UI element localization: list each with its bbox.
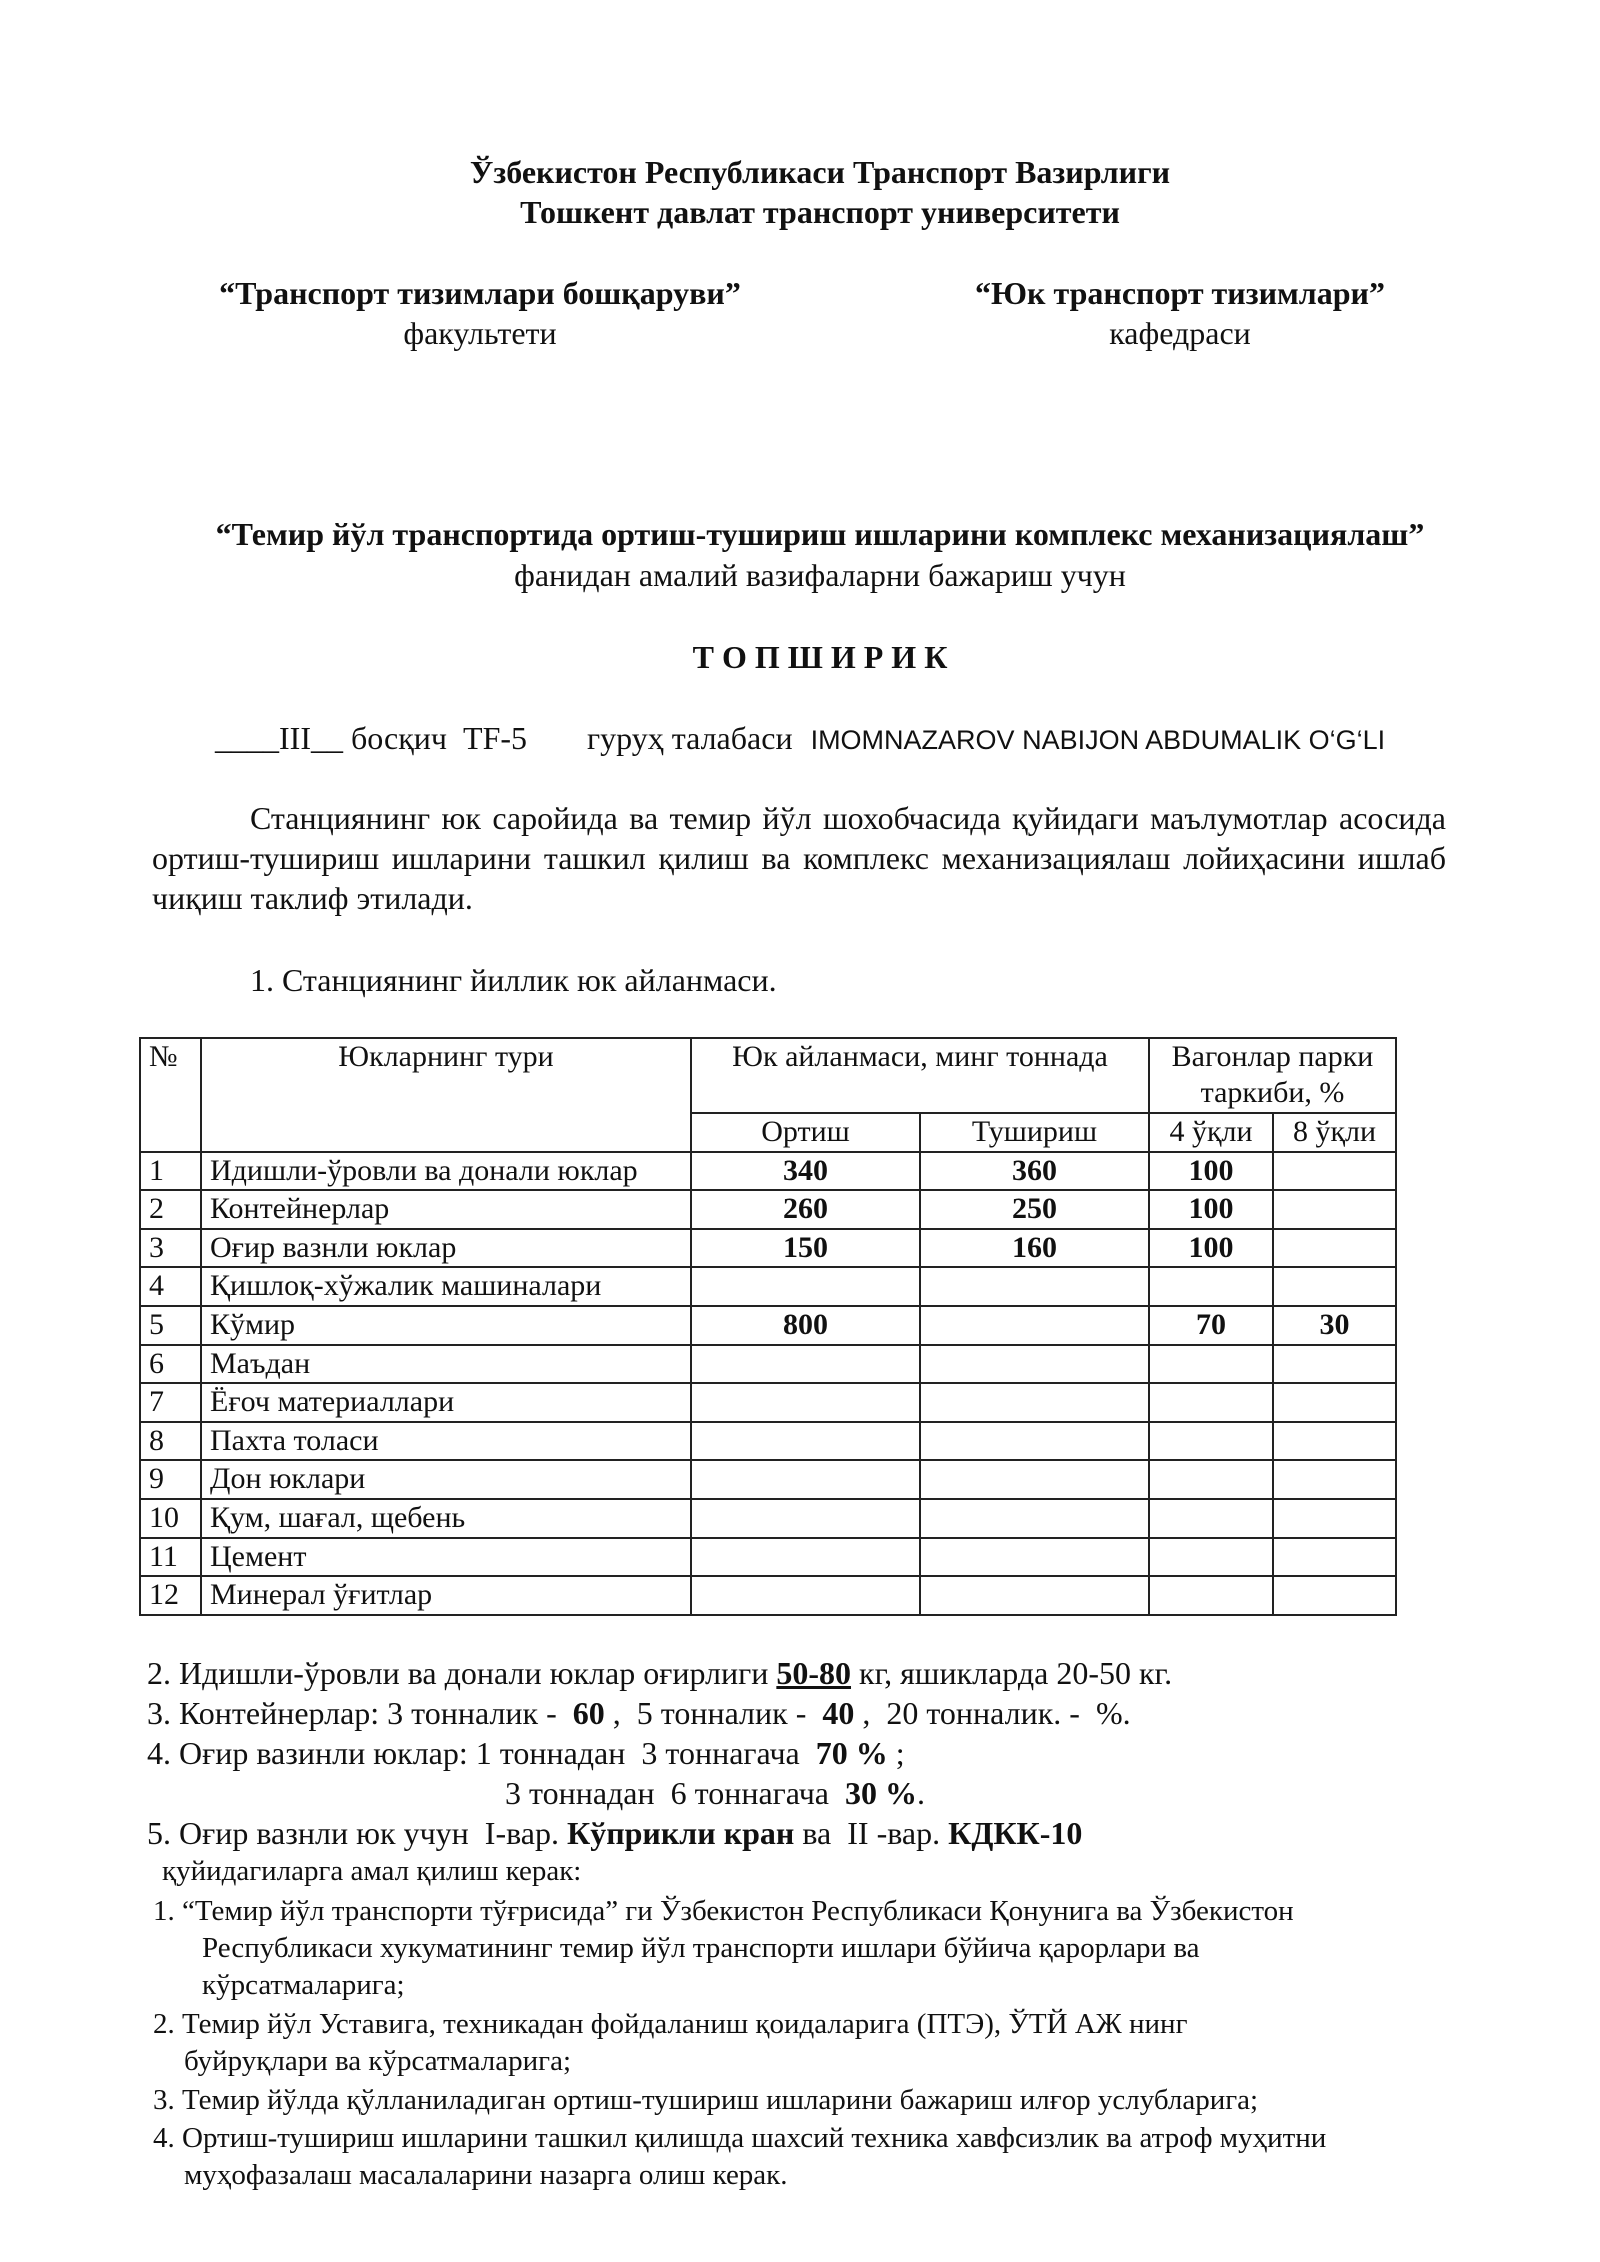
header-turnover: Юк айланмаси, минг тоннада	[691, 1038, 1149, 1113]
item-4-line-2	[505, 1773, 925, 1813]
item-2-tail: кг, яшикларда 20-50 кг.	[851, 1655, 1173, 1691]
axle-8-value	[1273, 1576, 1396, 1615]
load-value	[691, 1345, 920, 1384]
axle-4-value	[1149, 1538, 1273, 1577]
unload-value: 250	[920, 1190, 1149, 1229]
axle-8-value	[1273, 1229, 1396, 1268]
row-number: 9	[140, 1460, 201, 1499]
row-number: 5	[140, 1306, 201, 1345]
item-3-text: 3. Контейнерлар: 3 тонналик -	[147, 1695, 573, 1731]
row-number: 1	[140, 1152, 201, 1191]
table-row	[140, 1306, 1396, 1345]
cargo-type: Дон юклари	[201, 1460, 691, 1499]
unload-value	[920, 1499, 1149, 1538]
rule-3: 3. Темир йўлда қўлланиладиган ортиш-тушириш ишларини бажариш илғор услубларига;	[153, 2084, 1259, 2116]
load-value	[691, 1576, 920, 1615]
item-2-text: 2. Идишли-ўровли ва донали юклар оғирлиги	[147, 1655, 777, 1691]
item-3-value-3t: 60	[572, 1695, 605, 1731]
intro-paragraph: Станциянинг юк саройида ва темир йўл шохобчасида қуйидаги маълумотлар асосида ортиш-тушириш ишларини ташкил қилиш ва комплекс механизациялаш лойиҳасини ишлаб чиқиш таклиф этилади.	[152, 800, 1446, 916]
header-4-axle: 4 ўқли	[1149, 1113, 1273, 1152]
table-row	[140, 1422, 1396, 1461]
department-name: “Юк транспорт тизимлари”	[975, 275, 1385, 311]
load-value: 340	[691, 1152, 920, 1191]
table-row	[140, 1229, 1396, 1268]
item-4-sep: ;	[887, 1735, 905, 1771]
axle-8-value	[1273, 1538, 1396, 1577]
header-wagon-fleet: Вагонлар парки таркиби, %	[1149, 1038, 1396, 1113]
cargo-type: Контейнерлар	[201, 1190, 691, 1229]
axle-8-value	[1273, 1345, 1396, 1384]
cargo-type: Қишлоқ-хўжалик машиналари	[201, 1267, 691, 1306]
row-number: 2	[140, 1190, 201, 1229]
axle-4-value	[1149, 1422, 1273, 1461]
assignment-heading: Т О П Ш И Р И К	[692, 639, 948, 675]
axle-4-value	[1149, 1576, 1273, 1615]
cargo-type: Пахта толаси	[201, 1422, 691, 1461]
axle-4-value	[1149, 1383, 1273, 1422]
cargo-type: Ёғоч материаллари	[201, 1383, 691, 1422]
cargo-type: Минерал ўғитлар	[201, 1576, 691, 1615]
axle-4-value: 100	[1149, 1190, 1273, 1229]
rule-2-line-2: буйруқлари ва кўрсатмаларига;	[184, 2045, 571, 2077]
item-2	[147, 1653, 1172, 1693]
item-2-weight: 50-80	[776, 1655, 852, 1691]
header-cargo-type: Юкларнинг тури	[201, 1038, 691, 1152]
cargo-turnover-table	[139, 1037, 1397, 1616]
rule-1-line-2: Республикаси хукуматининг темир йўл транспорти ишлари бўйича қарорлари ва	[202, 1932, 1200, 1964]
item-5	[147, 1813, 1082, 1853]
rule-1-line-3: кўрсатмаларига;	[202, 1969, 405, 2001]
table-row	[140, 1576, 1396, 1615]
course-title: “Темир йўл транспортида ортиш-тушириш ишларини комплекс механизациялаш”	[215, 516, 1425, 552]
cargo-type: Идишли-ўровли ва донали юклар	[201, 1152, 691, 1191]
header-num: №	[140, 1038, 201, 1152]
axle-8-value	[1273, 1267, 1396, 1306]
item-4-value-2: 30 %	[844, 1775, 917, 1811]
load-value	[691, 1538, 920, 1577]
table-row	[140, 1460, 1396, 1499]
row-number: 7	[140, 1383, 201, 1422]
item-4	[147, 1733, 905, 1773]
row-number: 6	[140, 1345, 201, 1384]
unload-value	[920, 1460, 1149, 1499]
item-3-value-5t: 40	[822, 1695, 855, 1731]
table-row	[140, 1267, 1396, 1306]
student-name: IMOMNAZAROV NABIJON ABDUMALIK O‘G‘LI	[810, 725, 1386, 755]
faculty-label: факультети	[403, 315, 557, 351]
item-5-mid: ва II -вар.	[794, 1815, 949, 1851]
header-unload: Тушириш	[920, 1113, 1149, 1152]
group-label: гуруҳ талабаси	[587, 720, 793, 756]
cargo-type: Қум, шағал, щебень	[201, 1499, 691, 1538]
item-3-mid: , 5 тонналик -	[604, 1695, 823, 1731]
header-load: Ортиш	[691, 1113, 920, 1152]
ministry-name: Ўзбекистон Республикаси Транспорт Вазирлиги	[469, 154, 1171, 190]
row-number: 8	[140, 1422, 201, 1461]
axle-8-value	[1273, 1152, 1396, 1191]
table-row	[140, 1499, 1396, 1538]
table-row	[140, 1190, 1396, 1229]
rule-4-line-2: муҳофазалаш масалаларини назарга олиш керак.	[184, 2159, 788, 2191]
unload-value	[920, 1576, 1149, 1615]
item-5-text: 5. Оғир вазнли юк учун I-вар.	[147, 1815, 567, 1851]
cargo-type: Оғир вазнли юклар	[201, 1229, 691, 1268]
stage-suffix: __	[310, 720, 343, 756]
row-number: 12	[140, 1576, 201, 1615]
course-subtitle: фанидан амалий вазифаларни бажариш учун	[514, 557, 1126, 593]
axle-4-value	[1149, 1345, 1273, 1384]
table-row	[140, 1345, 1396, 1384]
stage-prefix: ____	[215, 720, 279, 756]
faculty-name: “Транспорт тизимлари бошқаруви”	[219, 275, 741, 311]
axle-8-value	[1273, 1460, 1396, 1499]
axle-4-value	[1149, 1460, 1273, 1499]
row-number: 3	[140, 1229, 201, 1268]
axle-8-value: 30	[1273, 1306, 1396, 1345]
unload-value: 160	[920, 1229, 1149, 1268]
axle-8-value	[1273, 1190, 1396, 1229]
university-name: Тошкент давлат транспорт университети	[520, 194, 1120, 230]
stage-label: босқич	[350, 720, 448, 756]
stage-value: III	[279, 720, 311, 756]
table-header-row	[140, 1038, 1396, 1113]
item-4-text: 4. Оғир вазинли юклар: 1 тоннадан 3 тоннагача	[147, 1735, 816, 1771]
cargo-type: Цемент	[201, 1538, 691, 1577]
requirements-intro: қуйидагиларга амал қилиш керак:	[162, 1855, 582, 1887]
axle-8-value	[1273, 1383, 1396, 1422]
row-number: 4	[140, 1267, 201, 1306]
unload-value	[920, 1345, 1149, 1384]
load-value	[691, 1422, 920, 1461]
axle-4-value	[1149, 1267, 1273, 1306]
item-3-tail: , 20 тонналик. - %.	[854, 1695, 1131, 1731]
axle-8-value	[1273, 1499, 1396, 1538]
load-value: 150	[691, 1229, 920, 1268]
item-5-variant-1: Кўприкли кран	[566, 1815, 795, 1851]
load-value	[691, 1267, 920, 1306]
axle-4-value: 70	[1149, 1306, 1273, 1345]
row-number: 11	[140, 1538, 201, 1577]
row-number: 10	[140, 1499, 201, 1538]
unload-value: 360	[920, 1152, 1149, 1191]
item-4-value-1: 70 %	[815, 1735, 888, 1771]
item-4-end: .	[916, 1775, 925, 1811]
item-5-variant-2: КДКК-10	[948, 1815, 1083, 1851]
cargo-type: Кўмир	[201, 1306, 691, 1345]
table-row	[140, 1383, 1396, 1422]
department-label: кафедраси	[1109, 315, 1251, 351]
table-row	[140, 1152, 1396, 1191]
axle-8-value	[1273, 1422, 1396, 1461]
item-4-text-2: 3 тоннадан 6 тоннагача	[505, 1775, 845, 1811]
header-8-axle: 8 ўқли	[1273, 1113, 1396, 1152]
load-value	[691, 1383, 920, 1422]
table-title: 1. Станциянинг йиллик юк айланмаси.	[250, 962, 777, 998]
rule-1: 1. “Темир йўл транспорти тўғрисида” ги Ўзбекистон Республикаси Қонунига ва Ўзбекистон	[153, 1895, 1294, 1927]
load-value: 260	[691, 1190, 920, 1229]
group-value: TF-5	[463, 720, 528, 756]
rule-4: 4. Ортиш-тушириш ишларини ташкил қилишда шахсий техника хавфсизлик ва атроф муҳитни	[153, 2122, 1327, 2154]
cargo-type: Маъдан	[201, 1345, 691, 1384]
axle-4-value: 100	[1149, 1229, 1273, 1268]
axle-4-value: 100	[1149, 1152, 1273, 1191]
unload-value	[920, 1383, 1149, 1422]
unload-value	[920, 1422, 1149, 1461]
unload-value	[920, 1538, 1149, 1577]
load-value	[691, 1460, 920, 1499]
axle-4-value	[1149, 1499, 1273, 1538]
unload-value	[920, 1267, 1149, 1306]
unload-value	[920, 1306, 1149, 1345]
rule-2: 2. Темир йўл Уставига, техникадан фойдаланиш қоидаларига (ПТЭ), ЎТЙ АЖ нинг	[153, 2008, 1188, 2040]
load-value	[691, 1499, 920, 1538]
load-value: 800	[691, 1306, 920, 1345]
table-row	[140, 1538, 1396, 1577]
item-3	[147, 1693, 1131, 1733]
student-line	[215, 718, 1385, 760]
